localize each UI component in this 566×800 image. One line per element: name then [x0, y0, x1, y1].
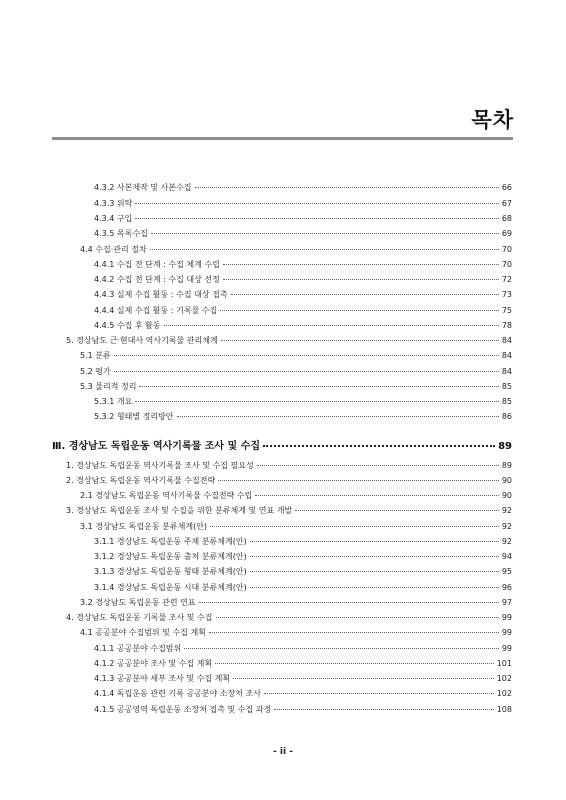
dot-leader [218, 480, 499, 481]
toc-entry-label: 3.2 경상남도 독립운동 관련 연표 [80, 598, 196, 607]
toc-entry-page: 99 [501, 628, 512, 637]
toc-entry-4-1-3[interactable] [94, 673, 512, 685]
toc-entry-label: 4.3.5 목록수집 [94, 229, 148, 238]
toc-entry-page: 101 [496, 659, 512, 668]
toc-entry-page: 69 [501, 229, 512, 238]
toc-entry-4-4-2[interactable] [94, 274, 512, 286]
toc-entry-page: 70 [501, 260, 512, 269]
dot-leader [209, 632, 499, 633]
toc-entry-label: 3.1.1 경상남도 독립운동 주체 분류체계(안) [94, 537, 247, 546]
toc-entry-3-1-2[interactable] [94, 551, 512, 563]
dot-leader [151, 233, 499, 234]
dot-leader [220, 310, 498, 311]
toc-entry-label: 4.3.3 위탁 [94, 199, 133, 208]
dot-leader [223, 279, 499, 280]
toc-entry-page: 89 [501, 461, 512, 470]
toc-entry-4-4-4[interactable] [94, 305, 512, 317]
page-number-footer: - ii - [273, 747, 293, 757]
toc-entry-label: 4.4.5 수집 후 활동 [94, 321, 161, 330]
toc-entry-page: 86 [501, 412, 512, 421]
toc-entry-4[interactable] [66, 612, 512, 624]
toc-entry-label: 3.1.3 경상남도 독립운동 형태 분류체계(안) [94, 567, 247, 576]
toc-entry-page: 90 [501, 491, 512, 500]
toc-entry-4-4-3[interactable] [94, 289, 512, 301]
toc-entry-page: 75 [501, 306, 512, 315]
toc-entry-5-3-1[interactable] [94, 396, 512, 408]
dot-leader [263, 445, 495, 447]
toc-entry-5-3-2[interactable] [94, 411, 512, 423]
toc-entry-4-4-5[interactable] [94, 320, 512, 332]
toc-entry-4-3-4[interactable] [94, 213, 512, 225]
dot-leader [215, 663, 494, 664]
toc-entry-label: 5.1 분류 [80, 351, 111, 360]
dot-leader [233, 678, 494, 679]
toc-entry-label: 2. 경상남도 독립운동 역사기록물 수집전략 [66, 476, 216, 485]
toc-chapter-page: 89 [498, 441, 512, 452]
toc-entry-5[interactable] [66, 335, 512, 347]
dot-leader [250, 571, 499, 572]
dot-leader [264, 693, 494, 694]
toc-entry-3-2[interactable] [80, 597, 512, 609]
toc-entry-label: 4.4.1 수집 전 단계 : 수집 체계 수립 [94, 260, 220, 269]
toc-entry-4-1-2[interactable] [94, 658, 512, 670]
toc-entry-page: 72 [501, 275, 512, 284]
dot-leader [274, 709, 493, 710]
toc-entry-5-1[interactable] [80, 350, 512, 362]
toc-entry-label: 5. 경상남도 근·현대사 역사기록물 관리체계 [66, 336, 218, 345]
toc-entry-page: 66 [501, 183, 512, 192]
toc-entry-page: 97 [501, 598, 512, 607]
toc-entry-label: 4. 경상남도 독립운동 기록물 조사 및 수집 [66, 613, 213, 622]
dot-leader [114, 371, 499, 372]
toc-entry-label: 4.4 수집·관리 절차 [80, 245, 147, 254]
toc-entry-page: 108 [496, 705, 512, 714]
page-title: 목차 [471, 108, 514, 132]
toc-entry-page: 99 [501, 613, 512, 622]
toc-entry-page: 78 [501, 321, 512, 330]
dot-leader [250, 541, 499, 542]
toc-entry-label: 4.4.3 실제 수집 활동 : 수집 대상 접촉 [94, 290, 228, 299]
toc-entry-3-1-3[interactable] [94, 566, 512, 578]
dot-leader [250, 587, 499, 588]
toc-entry-4-4-1[interactable] [94, 259, 512, 271]
toc-entry-label: 4.3.2 사본제작 및 사본수집 [94, 183, 192, 192]
toc-entry-4-1-5[interactable] [94, 704, 512, 716]
dot-leader [295, 510, 499, 511]
toc-entry-2-1[interactable] [80, 490, 512, 502]
dot-leader [184, 648, 499, 649]
dot-leader [257, 465, 499, 466]
toc-entry-3-1[interactable] [80, 521, 512, 533]
dot-leader [135, 218, 498, 219]
dot-leader [223, 264, 499, 265]
toc-entry-4-3-3[interactable] [94, 198, 512, 210]
toc-entry-4-3-2[interactable] [94, 182, 512, 194]
toc-entry-page: 96 [501, 583, 512, 592]
toc-entry-page: 84 [501, 367, 512, 376]
toc-entry-page: 92 [501, 537, 512, 546]
toc-entry-label: 4.1.5 공공영역 독립운동 소장처 접촉 및 수집 과정 [94, 705, 272, 714]
dot-leader [135, 401, 498, 402]
toc-entry-page: 99 [501, 644, 512, 653]
toc-entry-5-2[interactable] [80, 366, 512, 378]
toc-entry-label: 4.1.2 공공분야 조사 및 수집 계획 [94, 659, 213, 668]
toc-entry-3-1-1[interactable] [94, 536, 512, 548]
toc-entry-page: 92 [501, 522, 512, 531]
dot-leader [199, 602, 499, 603]
dot-leader [164, 325, 499, 326]
toc-entry-label: 5.3.2 형태별 정리방안 [94, 412, 174, 421]
dot-leader [150, 249, 499, 250]
dot-leader [231, 294, 499, 295]
toc-entry-label: 4.4.4 실제 수집 활동 : 기록물 수집 [94, 306, 218, 315]
toc-entry-5-3[interactable] [80, 381, 512, 393]
toc-entry-4-1-1[interactable] [94, 643, 512, 655]
toc-entry-page: 102 [496, 674, 512, 683]
toc-entry-page: 85 [501, 397, 512, 406]
toc-entry-1[interactable] [66, 460, 512, 472]
toc-entry-page: 94 [501, 552, 512, 561]
toc-entry-2[interactable] [66, 475, 512, 487]
dot-leader [114, 355, 499, 356]
toc-entry-page: 84 [501, 351, 512, 360]
dot-leader [177, 416, 499, 417]
toc-entry-page: 73 [501, 290, 512, 299]
toc-entry-page: 102 [496, 689, 512, 698]
toc-entry-label: 3.1.2 경상남도 독립운동 출처 분류체계(안) [94, 552, 247, 561]
toc-entry-label: 1. 경상남도 독립운동 역사기록물 조사 및 수집 필요성 [66, 461, 254, 470]
toc-entry-label: 3.1 경상남도 독립운동 분류체계(안) [80, 522, 208, 531]
dot-leader [221, 340, 499, 341]
toc-entry-page: 92 [501, 506, 512, 515]
toc-entry-page: 95 [501, 567, 512, 576]
dot-leader [135, 203, 498, 204]
toc-entry-label: 4.1 공공분야 수집범위 및 수집 계획 [80, 628, 206, 637]
dot-leader [139, 386, 498, 387]
toc-entry-label: 4.3.4 구입 [94, 214, 133, 223]
toc-entry-3-1-4[interactable] [94, 582, 512, 594]
dot-leader [210, 526, 499, 527]
toc-entry-4-1[interactable] [80, 627, 512, 639]
dot-leader [255, 495, 499, 496]
dot-leader [216, 617, 499, 618]
toc-entry-label: 3.1.4 경상남도 독립운동 시대 분류체계(안) [94, 583, 247, 592]
toc-entry-label: 2.1 경상남도 독립운동 역사기록물 수집전략 수립 [80, 491, 253, 500]
toc-chapter-3[interactable] [52, 441, 512, 453]
toc-entry-label: 4.1.3 공공분야 세부 조사 및 수집 계획 [94, 674, 231, 683]
toc-entry-4-3-5[interactable] [94, 228, 512, 240]
dot-leader [250, 556, 499, 557]
toc-entry-label: 3. 경상남도 독립운동 조사 및 수집을 위한 분류체계 및 연표 개발 [66, 506, 293, 515]
toc-entry-page: 90 [501, 476, 512, 485]
toc-entry-label: 4.1.1 공공분야 수집범위 [94, 644, 182, 653]
toc-entry-page: 68 [501, 214, 512, 223]
toc-entry-3[interactable] [66, 505, 512, 517]
toc-chapter-label: Ⅲ. 경상남도 독립운동 역사기록물 조사 및 수집 [52, 441, 261, 452]
dot-leader [195, 187, 499, 188]
toc-entry-label: 4.1.4 독립운동 관련 기록 공공분야 소장처 조사 [94, 689, 261, 698]
toc-entry-page: 67 [501, 199, 512, 208]
title-divider [52, 137, 513, 140]
toc-entry-page: 85 [501, 382, 512, 391]
toc-entry-4-4[interactable] [80, 244, 512, 256]
toc-entry-label: 5.3 물리적 정리 [80, 382, 137, 391]
toc-entry-page: 70 [501, 245, 512, 254]
toc-entry-page: 84 [501, 336, 512, 345]
toc-entry-label: 5.3.1 개요 [94, 397, 133, 406]
toc-entry-4-1-4[interactable] [94, 688, 512, 700]
toc-entry-label: 5.2 평가 [80, 367, 111, 376]
toc-entry-label: 4.4.2 수집 전 단계 : 수집 대상 선정 [94, 275, 220, 284]
